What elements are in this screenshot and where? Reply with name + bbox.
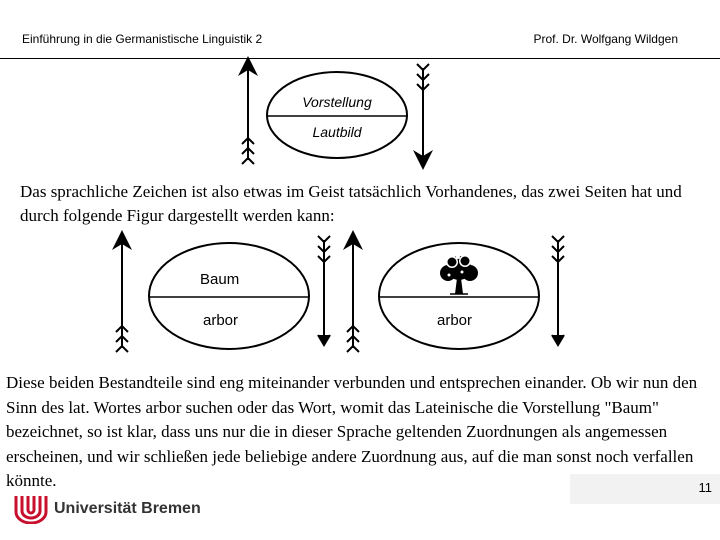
down-arrow-icon — [318, 236, 330, 345]
left-sign-figure — [116, 236, 330, 352]
left-sign-upper-label: Baum — [200, 271, 240, 288]
intro-paragraph: Das sprachliche Zeichen ist also etwas im Geist tatsächlich Vorhandenes, das zwei Seiten hat und durch folgende Figur dargestellt werden kann: — [20, 182, 682, 225]
down-arrow-icon — [552, 236, 564, 345]
top-sign-ellipse — [267, 72, 407, 158]
author-name: Prof. Dr. Wolfgang Wildgen — [533, 32, 678, 46]
page-number: 11 — [698, 480, 712, 495]
top-sign-lower-label: Lautbild — [312, 124, 362, 140]
left-sign-lower-label: arbor — [203, 312, 239, 329]
course-title: Einführung in die Germanistische Linguistik 2 — [22, 32, 263, 46]
down-arrow-icon — [417, 64, 429, 160]
up-arrow-icon — [242, 66, 254, 164]
top-sign-figure — [242, 64, 429, 164]
left-sign-ellipse — [149, 243, 309, 349]
up-arrow-icon — [347, 240, 359, 352]
footer-page-box — [570, 474, 720, 504]
tree-icon — [440, 255, 478, 294]
top-sign-upper-label: Vorstellung — [302, 94, 372, 110]
university-logo-icon — [14, 494, 48, 524]
main-paragraph: Diese beiden Bestandteile sind eng miteinander verbunden und entsprechen einander. Ob wir nun den Sinn des lat. Wortes arbor suchen oder das Wort, womit das Lateinische die Vorstellung "Baum" bezeichnet, so ist klar, dass uns nur die in dieser Sprache geltenden Zuordnungen als angemessen erscheinen, und wir schließen jede beliebige andere Zuordnung aus, auf die man sonst noch verfallen könnte. — [6, 373, 698, 490]
right-sign-figure — [347, 236, 564, 352]
university-logo — [14, 494, 201, 524]
up-arrow-icon — [116, 240, 128, 352]
right-sign-lower-label: arbor — [437, 312, 473, 329]
university-name: Universität Bremen — [54, 500, 201, 517]
